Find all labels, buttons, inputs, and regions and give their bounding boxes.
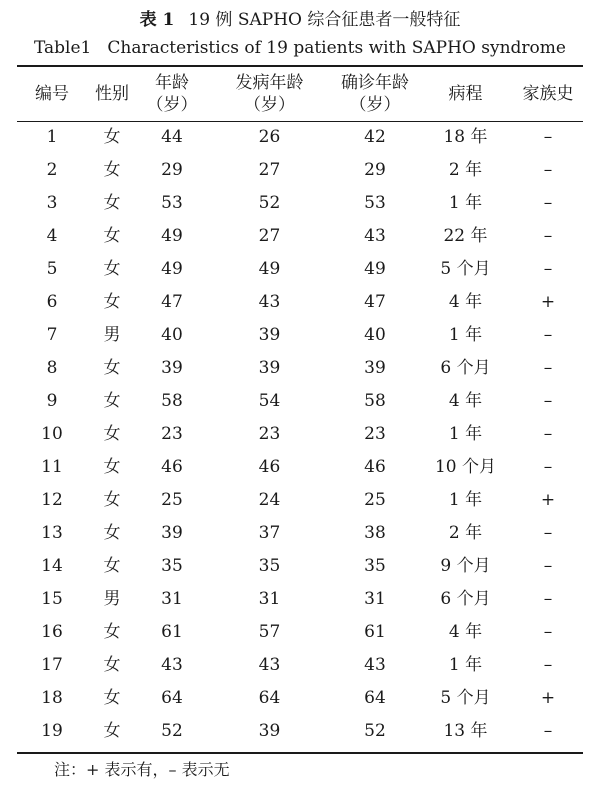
cell-diagnosis-age: 58 bbox=[364, 391, 386, 411]
cell-id: 12 bbox=[41, 490, 63, 510]
cell-diagnosis-age: 31 bbox=[364, 589, 386, 609]
cell-duration: 10 个月 bbox=[434, 457, 497, 477]
cell-duration: 18 年 bbox=[443, 127, 488, 147]
cell-diagnosis-age: 47 bbox=[364, 292, 386, 312]
cell-onset-age: 35 bbox=[258, 556, 281, 576]
cell-onset-age: 23 bbox=[258, 424, 281, 444]
cell-diagnosis-age: 39 bbox=[364, 358, 386, 378]
cell-duration: 1 年 bbox=[448, 490, 483, 510]
cell-family-history: – bbox=[543, 358, 553, 378]
cell-age: 31 bbox=[161, 589, 183, 609]
table-row bbox=[17, 682, 583, 715]
cell-diagnosis-age: 64 bbox=[364, 688, 386, 708]
cell-family-history: – bbox=[543, 193, 553, 213]
table-row bbox=[17, 484, 583, 517]
cell-duration: 5 个月 bbox=[440, 259, 491, 279]
cell-sex: 女 bbox=[103, 160, 121, 180]
cell-sex: 女 bbox=[103, 391, 121, 411]
table-label-chinese: 表 1 bbox=[139, 10, 175, 30]
cell-family-history: – bbox=[543, 259, 553, 279]
cell-onset-age: 52 bbox=[258, 193, 281, 213]
cell-age: 25 bbox=[161, 490, 183, 510]
cell-diagnosis-age: 29 bbox=[364, 160, 386, 180]
cell-sex: 女 bbox=[103, 226, 121, 246]
cell-id: 16 bbox=[41, 622, 63, 642]
cell-diagnosis-age: 40 bbox=[364, 325, 386, 345]
cell-onset-age: 27 bbox=[258, 226, 281, 246]
cell-diagnosis-age: 61 bbox=[364, 622, 386, 642]
cell-id: 4 bbox=[46, 226, 58, 246]
cell-id: 11 bbox=[41, 457, 63, 477]
cell-duration: 2 年 bbox=[448, 160, 483, 180]
column-header-diagnosis-age: 确诊年龄 （岁） bbox=[341, 73, 409, 115]
cell-duration: 4 年 bbox=[448, 391, 483, 411]
cell-family-history: – bbox=[543, 556, 553, 576]
table-footnote bbox=[54, 758, 230, 782]
cell-family-history: – bbox=[543, 589, 553, 609]
table-row bbox=[17, 649, 583, 682]
cell-diagnosis-age: 43 bbox=[364, 655, 386, 675]
cell-id: 1 bbox=[46, 127, 58, 147]
table-title-english: Characteristics of 19 patients with SAPHO syndrome bbox=[107, 38, 566, 58]
table-row bbox=[17, 352, 583, 385]
cell-id: 3 bbox=[46, 193, 58, 213]
cell-diagnosis-age: 46 bbox=[364, 457, 386, 477]
table-row bbox=[17, 121, 583, 154]
cell-age: 29 bbox=[161, 160, 183, 180]
cell-family-history: + bbox=[540, 688, 556, 708]
cell-family-history: – bbox=[543, 655, 553, 675]
cell-duration: 6 个月 bbox=[440, 589, 491, 609]
column-header-onset-age: 发病年龄 （岁） bbox=[235, 73, 304, 115]
cell-age: 52 bbox=[161, 721, 183, 741]
cell-id: 17 bbox=[41, 655, 63, 675]
cell-family-history: – bbox=[543, 457, 553, 477]
cell-age: 46 bbox=[161, 457, 183, 477]
cell-diagnosis-age: 35 bbox=[364, 556, 386, 576]
cell-diagnosis-age: 43 bbox=[364, 226, 386, 246]
table-row bbox=[17, 418, 583, 451]
cell-age: 39 bbox=[161, 523, 183, 543]
column-header-family-history: 家族史 bbox=[522, 84, 574, 104]
cell-age: 44 bbox=[161, 127, 183, 147]
cell-onset-age: 31 bbox=[258, 589, 281, 609]
cell-onset-age: 57 bbox=[258, 622, 281, 642]
cell-age: 40 bbox=[161, 325, 183, 345]
cell-family-history: – bbox=[543, 622, 553, 642]
column-header-duration: 病程 bbox=[448, 84, 483, 104]
cell-duration: 4 年 bbox=[448, 292, 483, 312]
cell-diagnosis-age: 53 bbox=[364, 193, 386, 213]
footnote-plus: + 表示有， bbox=[86, 760, 169, 779]
column-header-sex: 性别 bbox=[95, 84, 129, 104]
table-row bbox=[17, 154, 583, 187]
cell-id: 8 bbox=[46, 358, 58, 378]
cell-age: 49 bbox=[161, 226, 183, 246]
cell-duration: 2 年 bbox=[448, 523, 483, 543]
cell-family-history: + bbox=[540, 292, 556, 312]
cell-onset-age: 24 bbox=[258, 490, 281, 510]
cell-family-history: – bbox=[543, 160, 553, 180]
table-row bbox=[17, 550, 583, 583]
table-row bbox=[17, 187, 583, 220]
table-caption-chinese bbox=[0, 8, 600, 32]
cell-onset-age: 37 bbox=[258, 523, 281, 543]
cell-id: 7 bbox=[46, 325, 58, 345]
table-bottom-rule bbox=[17, 752, 583, 754]
cell-age: 47 bbox=[161, 292, 183, 312]
cell-family-history: – bbox=[543, 523, 553, 543]
footnote-minus: – 表示无 bbox=[168, 760, 230, 779]
table-header-row bbox=[17, 67, 583, 121]
cell-duration: 6 个月 bbox=[440, 358, 491, 378]
cell-sex: 女 bbox=[103, 655, 121, 675]
table-body bbox=[17, 121, 583, 748]
cell-age: 49 bbox=[161, 259, 183, 279]
cell-sex: 女 bbox=[103, 127, 121, 147]
cell-family-history: – bbox=[543, 391, 553, 411]
cell-id: 15 bbox=[41, 589, 63, 609]
cell-sex: 女 bbox=[103, 292, 121, 312]
cell-sex: 女 bbox=[103, 523, 121, 543]
cell-duration: 4 年 bbox=[448, 622, 483, 642]
cell-duration: 13 年 bbox=[443, 721, 488, 741]
cell-id: 10 bbox=[41, 424, 63, 444]
cell-sex: 男 bbox=[103, 589, 121, 609]
cell-onset-age: 46 bbox=[258, 457, 281, 477]
cell-diagnosis-age: 49 bbox=[364, 259, 386, 279]
cell-id: 9 bbox=[46, 391, 58, 411]
cell-diagnosis-age: 38 bbox=[364, 523, 386, 543]
cell-age: 23 bbox=[161, 424, 183, 444]
cell-sex: 女 bbox=[103, 622, 121, 642]
cell-sex: 男 bbox=[103, 325, 121, 345]
cell-diagnosis-age: 52 bbox=[364, 721, 386, 741]
cell-onset-age: 39 bbox=[258, 325, 281, 345]
cell-family-history: – bbox=[543, 226, 553, 246]
table-title-chinese: 19 例 SAPHO 综合征患者一般特征 bbox=[188, 10, 461, 30]
table-row bbox=[17, 715, 583, 748]
cell-family-history: – bbox=[543, 424, 553, 444]
cell-duration: 1 年 bbox=[448, 655, 483, 675]
cell-duration: 1 年 bbox=[448, 325, 483, 345]
cell-age: 53 bbox=[161, 193, 183, 213]
cell-sex: 女 bbox=[103, 424, 121, 444]
cell-diagnosis-age: 42 bbox=[364, 127, 386, 147]
cell-onset-age: 64 bbox=[258, 688, 281, 708]
cell-onset-age: 43 bbox=[258, 292, 281, 312]
cell-sex: 女 bbox=[103, 490, 121, 510]
column-header-id: 编号 bbox=[35, 84, 69, 104]
table-row bbox=[17, 616, 583, 649]
cell-onset-age: 54 bbox=[258, 391, 281, 411]
footnote-prefix: 注： bbox=[54, 760, 87, 779]
cell-id: 13 bbox=[41, 523, 63, 543]
cell-age: 58 bbox=[161, 391, 183, 411]
cell-age: 61 bbox=[161, 622, 183, 642]
cell-sex: 女 bbox=[103, 193, 121, 213]
cell-duration: 1 年 bbox=[448, 193, 483, 213]
cell-age: 35 bbox=[161, 556, 183, 576]
cell-duration: 9 个月 bbox=[440, 556, 491, 576]
cell-family-history: – bbox=[543, 127, 553, 147]
cell-age: 43 bbox=[161, 655, 183, 675]
column-header-age: 年龄 （岁） bbox=[146, 73, 198, 115]
cell-duration: 5 个月 bbox=[440, 688, 491, 708]
cell-onset-age: 27 bbox=[258, 160, 281, 180]
cell-age: 64 bbox=[161, 688, 183, 708]
table-row bbox=[17, 517, 583, 550]
table-row bbox=[17, 220, 583, 253]
cell-duration: 22 年 bbox=[443, 226, 488, 246]
cell-duration: 1 年 bbox=[448, 424, 483, 444]
table-row bbox=[17, 451, 583, 484]
cell-id: 5 bbox=[46, 259, 58, 279]
cell-id: 18 bbox=[41, 688, 63, 708]
cell-id: 2 bbox=[46, 160, 58, 180]
cell-onset-age: 39 bbox=[258, 721, 281, 741]
table-row bbox=[17, 385, 583, 418]
cell-onset-age: 39 bbox=[258, 358, 281, 378]
cell-id: 19 bbox=[41, 721, 63, 741]
table-row bbox=[17, 253, 583, 286]
cell-sex: 女 bbox=[103, 556, 121, 576]
cell-sex: 女 bbox=[103, 259, 121, 279]
cell-id: 6 bbox=[46, 292, 58, 312]
table-row bbox=[17, 286, 583, 319]
cell-family-history: + bbox=[540, 490, 556, 510]
cell-id: 14 bbox=[41, 556, 63, 576]
table-label-english: Table1 bbox=[34, 38, 92, 58]
cell-family-history: – bbox=[543, 325, 553, 345]
cell-sex: 女 bbox=[103, 688, 121, 708]
cell-onset-age: 43 bbox=[258, 655, 281, 675]
cell-onset-age: 49 bbox=[258, 259, 281, 279]
cell-sex: 女 bbox=[103, 457, 121, 477]
cell-age: 39 bbox=[161, 358, 183, 378]
table-row bbox=[17, 583, 583, 616]
cell-sex: 女 bbox=[103, 358, 121, 378]
table-caption-english bbox=[0, 36, 600, 60]
cell-family-history: – bbox=[543, 721, 553, 741]
cell-onset-age: 26 bbox=[258, 127, 281, 147]
patient-characteristics-table bbox=[17, 67, 583, 748]
cell-sex: 女 bbox=[103, 721, 121, 741]
cell-diagnosis-age: 23 bbox=[364, 424, 386, 444]
table-row bbox=[17, 319, 583, 352]
cell-diagnosis-age: 25 bbox=[364, 490, 386, 510]
